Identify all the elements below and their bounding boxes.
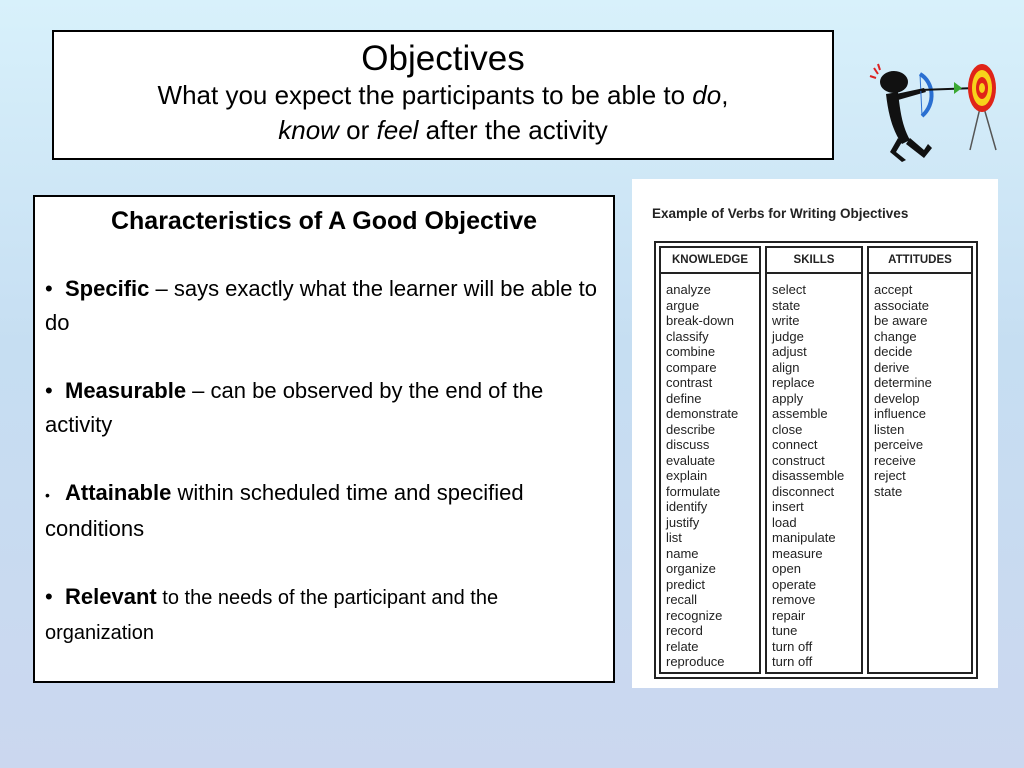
bullet-measurable — [45, 374, 603, 442]
verb-item: recall — [666, 592, 698, 607]
verb-item: turn off — [772, 638, 813, 654]
subtitle-comma: , — [721, 80, 729, 110]
bullet-text: – can be observed by the end of the activity — [45, 378, 544, 437]
slide-subtitle — [54, 78, 832, 148]
verb-item: measure — [772, 545, 823, 561]
subtitle-feel: feel — [376, 115, 419, 145]
bullet-text: to the needs of the participant and the organization — [45, 587, 499, 644]
bullet-dot: • — [45, 378, 53, 403]
verb-item: accept — [874, 282, 913, 297]
verb-item: state — [772, 297, 801, 313]
verbs-table-panel — [632, 179, 998, 688]
subtitle-or: or — [338, 115, 377, 145]
verb-item: construct — [772, 452, 825, 468]
verb-item: decide — [874, 344, 913, 359]
bullet-dot: • — [45, 487, 50, 503]
verb-list — [869, 274, 971, 499]
subtitle-text: What you expect the participants to be able to — [157, 80, 693, 110]
verb-item: adjust — [772, 344, 807, 359]
verb-item: list — [666, 530, 682, 545]
verbs-table-title: Example of Verbs for Writing Objectives — [652, 206, 909, 221]
title-box — [52, 30, 834, 160]
verbs-column-knowledge — [659, 246, 761, 674]
verb-item: record — [666, 623, 703, 638]
verb-item: repair — [772, 607, 806, 623]
bullet-relevant — [45, 580, 603, 650]
verb-item: reject — [874, 468, 906, 483]
bullet-text: – says exactly what the learner will be able to do — [45, 276, 597, 335]
verb-item: argue — [666, 297, 700, 313]
verb-item: operate — [772, 576, 817, 592]
verb-item: assemble — [772, 406, 828, 421]
verb-item: align — [772, 359, 800, 375]
verb-item: be aware — [874, 313, 928, 328]
bullet-term: Measurable — [65, 378, 187, 403]
verb-list — [767, 274, 861, 670]
verb-item: select — [772, 282, 806, 297]
subtitle-know: know — [278, 115, 339, 145]
verb-item: compare — [666, 359, 717, 375]
subtitle-do: do — [692, 80, 722, 110]
verb-item: state — [874, 483, 903, 499]
verb-item: evaluate — [666, 452, 716, 468]
verb-item: judge — [772, 328, 804, 344]
characteristics-box — [33, 195, 615, 683]
verb-item: demonstrate — [666, 406, 739, 421]
verb-item: open — [772, 561, 801, 576]
bullet-term: Attainable — [65, 480, 172, 505]
verb-item: define — [666, 390, 702, 406]
verb-item: reproduce — [666, 654, 725, 669]
verb-item: associate — [874, 297, 929, 313]
verb-item: discuss — [666, 437, 710, 452]
bullet-dot: • — [45, 584, 53, 609]
column-header: KNOWLEDGE — [661, 248, 759, 274]
verb-item: connect — [772, 437, 818, 452]
verb-item: classify — [666, 328, 709, 344]
bullet-specific — [45, 272, 603, 340]
verb-item: close — [772, 421, 803, 437]
verb-item: break-down — [666, 313, 734, 328]
verb-item: describe — [666, 421, 716, 437]
verb-item: analyze — [666, 282, 711, 297]
verb-item: name — [666, 545, 699, 561]
characteristics-heading: Characteristics of A Good Objective — [110, 207, 538, 235]
verb-item: develop — [874, 390, 920, 406]
bullet-dot: • — [45, 276, 53, 301]
verb-item: justify — [666, 514, 700, 530]
verb-item: recognize — [666, 607, 723, 623]
verb-item: receive — [874, 452, 916, 468]
verb-item: determine — [874, 375, 932, 390]
verb-item: combine — [666, 344, 716, 359]
slide-title: Objectives — [361, 39, 525, 78]
verb-item: influence — [874, 406, 927, 421]
bullet-text: within scheduled time and specified conditions — [45, 480, 524, 541]
verb-item: contrast — [666, 375, 713, 390]
column-header: ATTITUDES — [869, 248, 971, 274]
verb-item: insert — [772, 499, 804, 514]
verb-item: apply — [772, 390, 804, 406]
verb-item: predict — [666, 576, 706, 592]
verb-item: explain — [666, 468, 708, 483]
verb-item: perceive — [874, 437, 924, 452]
bullet-term: Relevant — [65, 584, 157, 609]
verb-item: organize — [666, 561, 716, 576]
verb-item: relate — [666, 638, 699, 654]
column-header: SKILLS — [767, 248, 861, 274]
verb-item: replace — [772, 375, 815, 390]
verb-item: load — [772, 514, 797, 530]
verbs-table — [654, 241, 978, 679]
verbs-column-skills — [765, 246, 863, 674]
verbs-column-attitudes — [867, 246, 973, 674]
bullet-term: Specific — [65, 276, 150, 301]
verb-item: write — [772, 313, 800, 328]
verb-item: identify — [666, 499, 708, 514]
verb-item: manipulate — [772, 530, 836, 545]
verb-item: tune — [772, 623, 798, 638]
verb-item: derive — [874, 359, 910, 375]
archer-target-icon — [858, 52, 1006, 170]
verb-item: disassemble — [772, 468, 845, 483]
verb-item: disconnect — [772, 483, 835, 499]
verb-item: change — [874, 328, 917, 344]
verb-list — [661, 274, 759, 670]
verb-item: listen — [874, 421, 905, 437]
verb-item: remove — [772, 592, 816, 607]
bullet-attainable — [45, 476, 603, 546]
subtitle-suffix: after the activity — [418, 115, 608, 145]
verb-item: formulate — [666, 483, 721, 499]
verb-item: turn off — [772, 654, 813, 669]
